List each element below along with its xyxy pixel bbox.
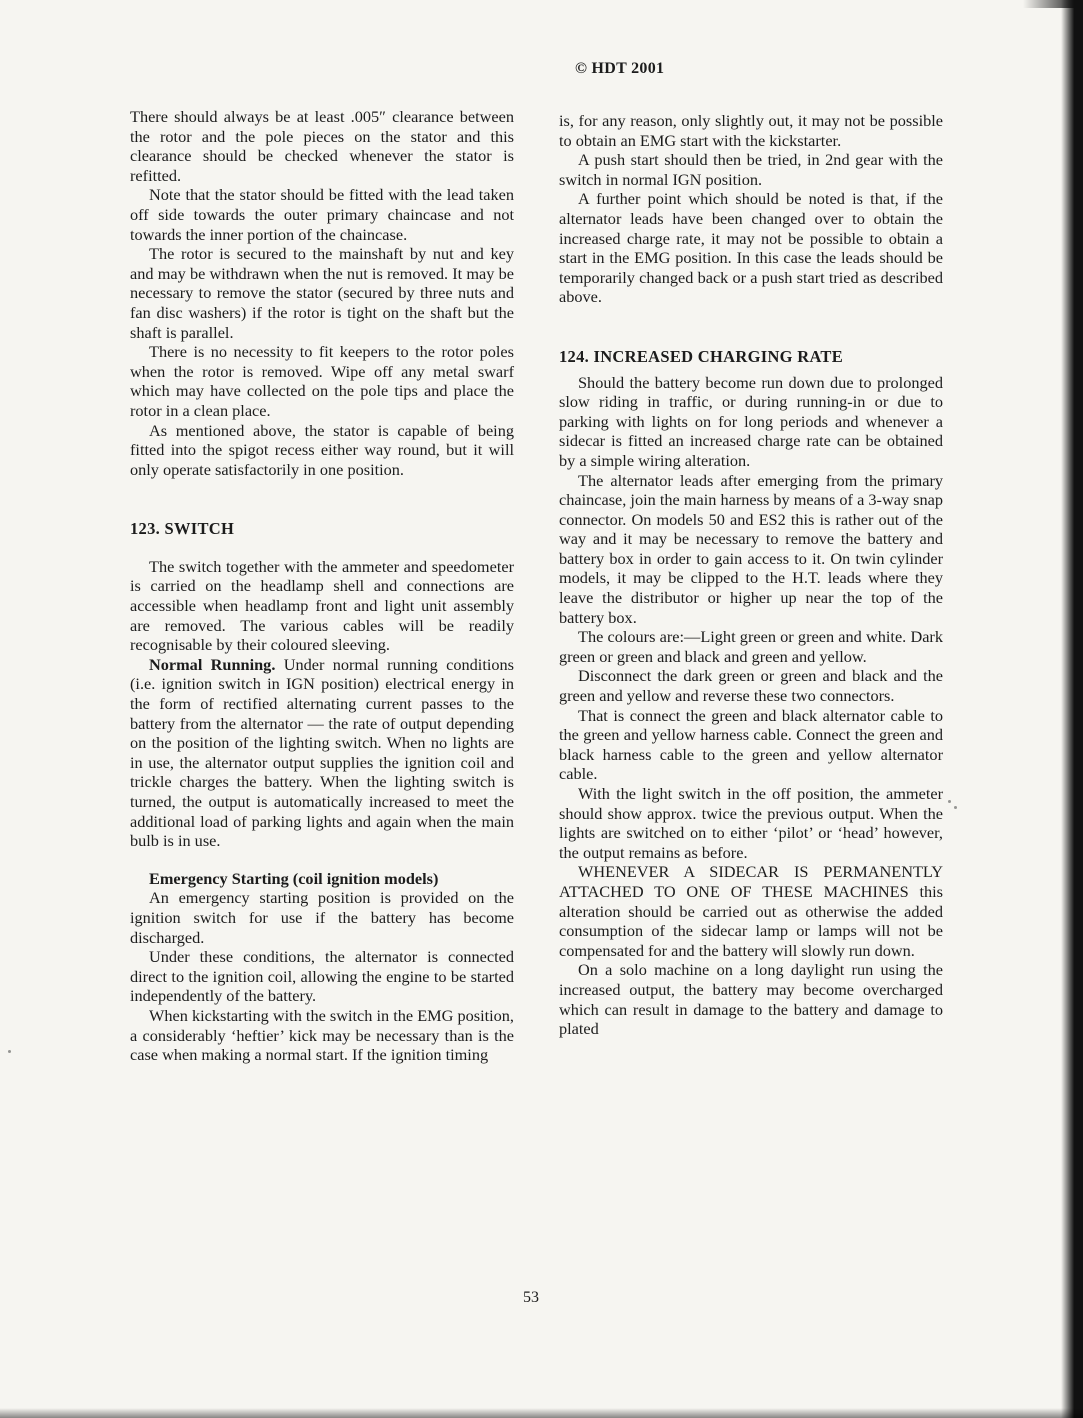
right-column xyxy=(559,111,943,1039)
paragraph: The switch together with the ammeter and speedometer is carried on the headlamp shell and connections are accessible when headlamp front and light unit assembly are removed. The various cables will be readily recognisable by their coloured sleeving. xyxy=(130,556,514,655)
paragraph: WHENEVER A SIDECAR IS PERMANENTLY ATTACHED TO ONE OF THESE MACHINES this alteration should be carried out as otherwise the added consumption of the sidecar lamp or lamps will not be compensated for and the battery will slowly run down. xyxy=(559,862,943,960)
scan-speck xyxy=(954,806,957,809)
section-heading-124: 124. INCREASED CHARGING RATE xyxy=(559,346,844,366)
paragraph: Note that the stator should be fitted with the lead taken off side towards the outer primary chaincase and not towards the inner portion of the chaincase. xyxy=(130,185,514,244)
paragraph: Should the battery become run down due to prolonged slow riding in traffic, or during running-in or due to parking with lights on for long periods and whenever a sidecar is fitted an increased charge rate can be obtained by a simple wiring alteration. xyxy=(559,372,943,470)
scan-edge-shadow-bottom xyxy=(0,1408,1083,1418)
paragraph: There is no necessity to fit keepers to the rotor poles when the rotor is removed. Wipe off any metal swarf which may have collected on the pole tips and place the rotor in a clean place. xyxy=(130,342,514,420)
paragraph: There should always be at least .005″ clearance between the rotor and the pole pieces on the stator and this clearance should be checked whenever the stator is refitted. xyxy=(130,107,514,185)
paragraph: Under these conditions, the alternator is connected direct to the ignition coil, allowing the engine to be started independently of the battery. xyxy=(130,947,514,1006)
scan-speck xyxy=(8,1050,11,1053)
paragraph: When kickstarting with the switch in the EMG position, a considerably ‘heftier’ kick may be necessary than is the case when making a normal start. If the ignition timing xyxy=(130,1005,514,1065)
left-column xyxy=(130,107,514,1065)
paragraph: A push start should then be tried, in 2nd gear with the switch in normal IGN position. xyxy=(559,150,943,189)
paragraph: On a solo machine on a long daylight run using the increased output, the battery may become overcharged which can result in damage to the battery and damage to plated xyxy=(559,960,943,1039)
paragraph-text: Under normal running conditions (i.e. ignition switch in IGN position) electrical energy in the form of rectified alternating current passes to the battery from the alternator — the rate of output depending on the position of the lighting switch. When no lights are in use, the alternator output supplies the ignition coil and trickle charges the battery. When the lighting switch is turned, the output is automatically increased to meet the additional load of parking lights and again when the main bulb is in use. xyxy=(130,654,514,851)
scan-speck xyxy=(948,800,951,803)
paragraph: The alternator leads after emerging from the primary chaincase, join the main harness by means of a 3-way snap connector. On models 50 and ES2 this is rather out of the way and it may be necessary to remove the battery and battery box in order to gain access to it. On twin cylinder models, it may be clipped to the H.T. leads where they leave the distributor or higher up near the top of the battery box. xyxy=(559,470,943,627)
paragraph: A further point which should be noted is that, if the alternator leads have been changed over to obtain the increased charge rate, it may not be possible to obtain a start in the EMG position. In this case the leads should be temporarily changed back or a push start tried as described above. xyxy=(559,189,943,307)
paragraph: The colours are:—Light green or green and white. Dark green or green and black and green and yellow. xyxy=(559,627,943,666)
page-header: © HDT 2001 xyxy=(575,60,665,77)
paragraph: That is connect the green and black alternator cable to the green and yellow harness cable. Connect the green and black harness cable to the green and yellow alternator cable. xyxy=(559,705,943,784)
page-number: 53 xyxy=(523,1289,539,1306)
subheading-normal-running: Normal Running. xyxy=(149,654,276,674)
section-heading-123: 123. SWITCH xyxy=(130,519,235,539)
paragraph: Disconnect the dark green or green and black and the green and yellow and reverse these two connectors. xyxy=(559,666,943,706)
paragraph: The rotor is secured to the mainshaft by nut and key and may be withdrawn when the nut is removed. It may be necessary to remove the stator (secured by three nuts and fan disc washers) if the rotor is tight on the shaft but the shaft is parallel. xyxy=(130,244,514,342)
paragraph: With the light switch in the off position, the ammeter should show approx. twice the previous output. When the lights are switched on to either ‘pilot’ or ‘head’ however, the output remains as before. xyxy=(559,784,943,862)
paragraph-normal-running xyxy=(130,655,514,851)
subheading-emergency-starting: Emergency Starting (coil ignition models) xyxy=(149,868,439,888)
scan-edge-shadow-top xyxy=(1023,0,1083,8)
paragraph: An emergency starting position is provided on the ignition switch for use if the battery has become discharged. xyxy=(130,888,514,947)
paragraph: As mentioned above, the stator is capable of being fitted into the spigot recess either way round, but it will only operate satisfactorily in one position. xyxy=(130,420,514,479)
scan-edge-shadow-right xyxy=(1061,0,1083,1418)
paragraph: is, for any reason, only slightly out, it may not be possible to obtain an EMG start with the kickstarter. xyxy=(559,111,943,150)
